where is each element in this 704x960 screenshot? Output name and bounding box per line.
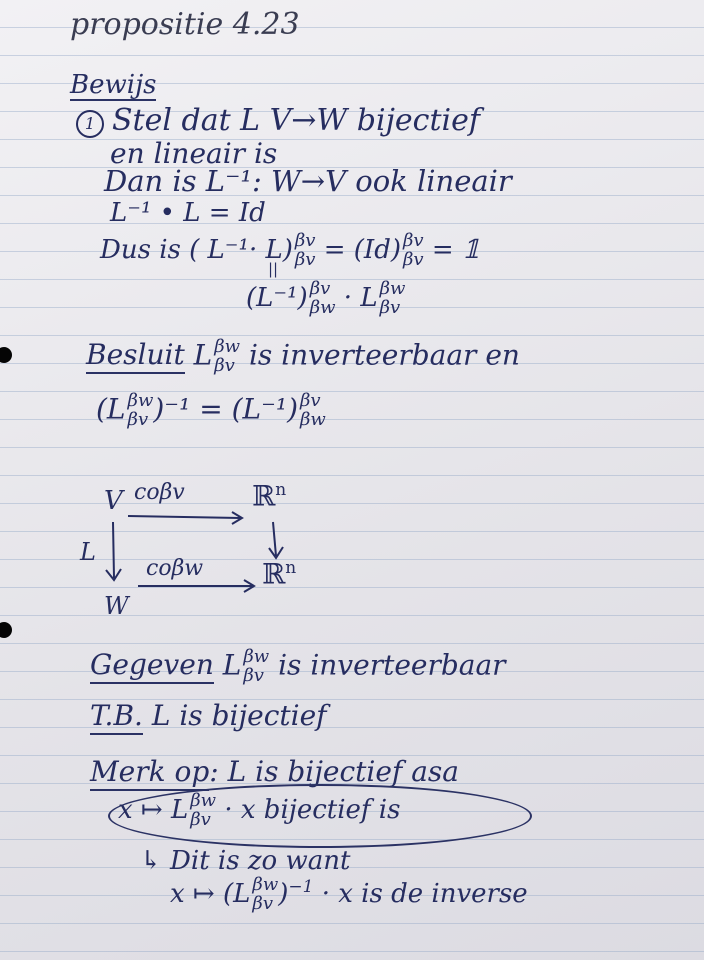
proof-line-5: Dus is ( L⁻¹· L) βv βv = (Id) βv βv = 𝟙 — [100, 230, 480, 270]
diagram-l: L — [80, 538, 96, 566]
proof-line-3: Dan is L⁻¹: W→V ook lineair — [104, 164, 512, 198]
proof-line-4: L⁻¹ • L = Id — [110, 198, 266, 228]
diagram-rn-bottom: ℝ$^n$ — [262, 557, 297, 591]
arrow-top — [128, 512, 242, 524]
diagram-w: W — [104, 592, 129, 620]
equals-marker: || — [268, 260, 279, 278]
note-line: ↳ Dit is zo want — [140, 846, 351, 876]
proof-line-1: Stel dat L V→W bijectief — [112, 103, 480, 138]
given-line: Gegeven L βw βv is inverteerbaar — [90, 646, 506, 686]
proof-line-6: (L⁻¹) βv βw · L βw βv — [246, 278, 406, 318]
conclusion-line: Besluit L βw βv is inverteerbaar en — [86, 336, 520, 376]
proof-line-2: en lineair is — [110, 137, 278, 170]
diagram-v: V — [104, 486, 123, 516]
arrow-bottom — [138, 580, 254, 592]
conclusion-formula: (L βw βv )⁻¹ = (L⁻¹) βv βw — [96, 390, 326, 430]
boxed-statement: x ↦ L βw βv · x bijectief is — [118, 790, 401, 830]
remark-line: Merk op: L is bijectief asa — [90, 758, 459, 786]
inverse-line: x ↦ (L βw βv )$^{-1}$ · x is de inverse — [170, 874, 528, 914]
arrow-left — [106, 522, 121, 580]
page-title: propositie 4.23 — [70, 7, 300, 42]
arrow-right — [269, 522, 283, 558]
step-marker: 1 — [76, 106, 104, 138]
proof-heading: Bewijs — [70, 70, 157, 100]
to-prove-line: T.B. L is bijectief — [90, 702, 327, 730]
diagram-bottom-map: coβw — [146, 556, 204, 581]
diagram-rn-top: ℝ$^n$ — [252, 479, 287, 513]
diagram-top-map: coβv — [134, 480, 185, 505]
